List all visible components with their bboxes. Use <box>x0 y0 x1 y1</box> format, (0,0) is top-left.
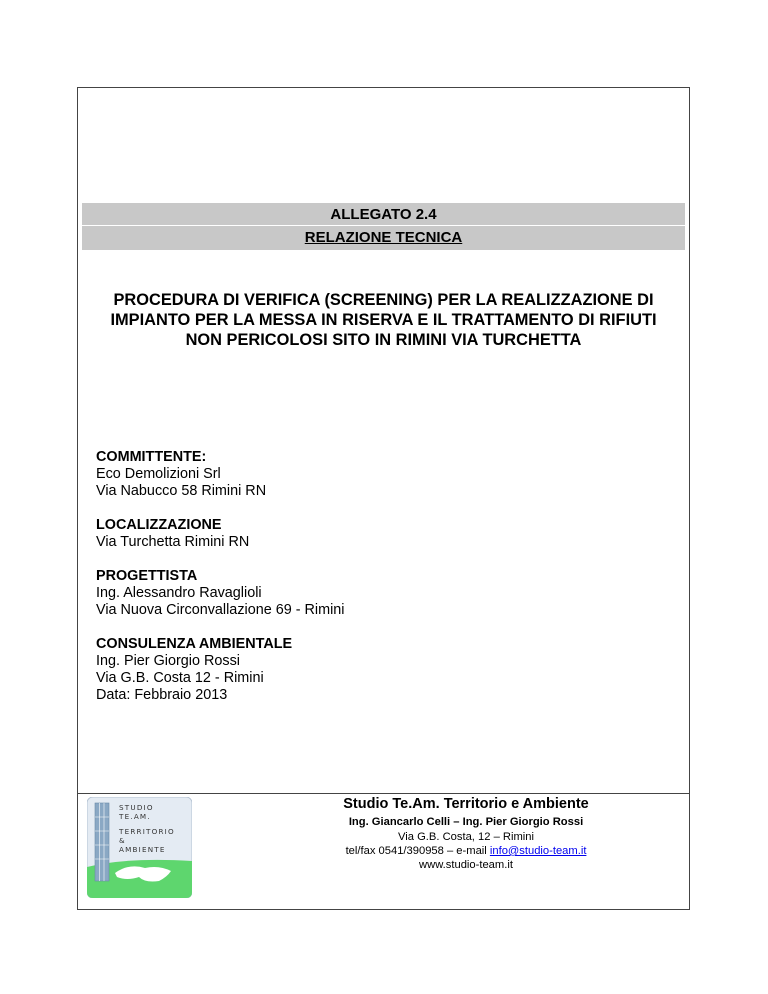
logo-text-5: AMBIENTE <box>119 845 166 854</box>
studio-phone: tel/fax 0541/390958 – e-mail <box>345 845 490 857</box>
document-title <box>78 290 689 350</box>
studio-contact-line <box>278 844 654 858</box>
progettista-address: Via Nuova Circonvallazione 69 - Rimini <box>96 602 345 618</box>
footer-divider <box>77 793 690 794</box>
logo-text-2: TE.AM. <box>119 812 151 821</box>
committente-label: COMMITTENTE: <box>96 449 207 465</box>
studio-team-logo <box>87 797 192 898</box>
progettista-label: PROGETTISTA <box>96 568 198 584</box>
studio-website: www.studio-team.it <box>419 859 513 871</box>
logo-tower-icon <box>95 803 109 881</box>
consulenza-label: CONSULENZA AMBIENTALE <box>96 636 293 652</box>
allegato-heading: ALLEGATO 2.4 <box>82 203 685 227</box>
logo-text-4: & <box>119 836 126 845</box>
logo-text-1: STUDIO <box>119 803 154 812</box>
consulenza-block <box>96 636 344 704</box>
studio-address: Via G.B. Costa, 12 – Rimini <box>398 831 534 843</box>
studio-contact <box>278 795 654 872</box>
logo-text-3: TERRITORIO <box>119 827 175 836</box>
localizzazione-block <box>96 517 344 551</box>
studio-name: Studio Te.Am. Territorio e Ambiente <box>343 796 589 812</box>
consulenza-name: Ing. Pier Giorgio Rossi <box>96 653 240 669</box>
title-line-2: IMPIANTO PER LA MESSA IN RISERVA E IL TRATTAMENTO DI RIFIUTI <box>110 311 657 329</box>
consulenza-address: Via G.B. Costa 12 - Rimini <box>96 670 264 686</box>
relazione-heading: RELAZIONE TECNICA <box>82 226 685 250</box>
consulenza-date: Data: Febbraio 2013 <box>96 687 228 703</box>
localizzazione-address: Via Turchetta Rimini RN <box>96 534 250 550</box>
committente-name: Eco Demolizioni Srl <box>96 466 221 482</box>
studio-engineers: Ing. Giancarlo Celli – Ing. Pier Giorgio Rossi <box>348 816 584 828</box>
email-link[interactable]: info@studio-team.it <box>489 845 587 857</box>
progettista-block <box>96 568 344 619</box>
progettista-name: Ing. Alessandro Ravaglioli <box>96 585 262 601</box>
title-line-1: PROCEDURA DI VERIFICA (SCREENING) PER LA REALIZZAZIONE DI <box>113 291 654 309</box>
committente-block <box>96 449 344 500</box>
title-line-3: NON PERICOLOSI SITO IN RIMINI VIA TURCHETTA <box>185 331 582 349</box>
committente-address: Via Nabucco 58 Rimini RN <box>96 483 267 499</box>
project-info <box>96 449 344 721</box>
localizzazione-label: LOCALIZZAZIONE <box>96 517 222 533</box>
